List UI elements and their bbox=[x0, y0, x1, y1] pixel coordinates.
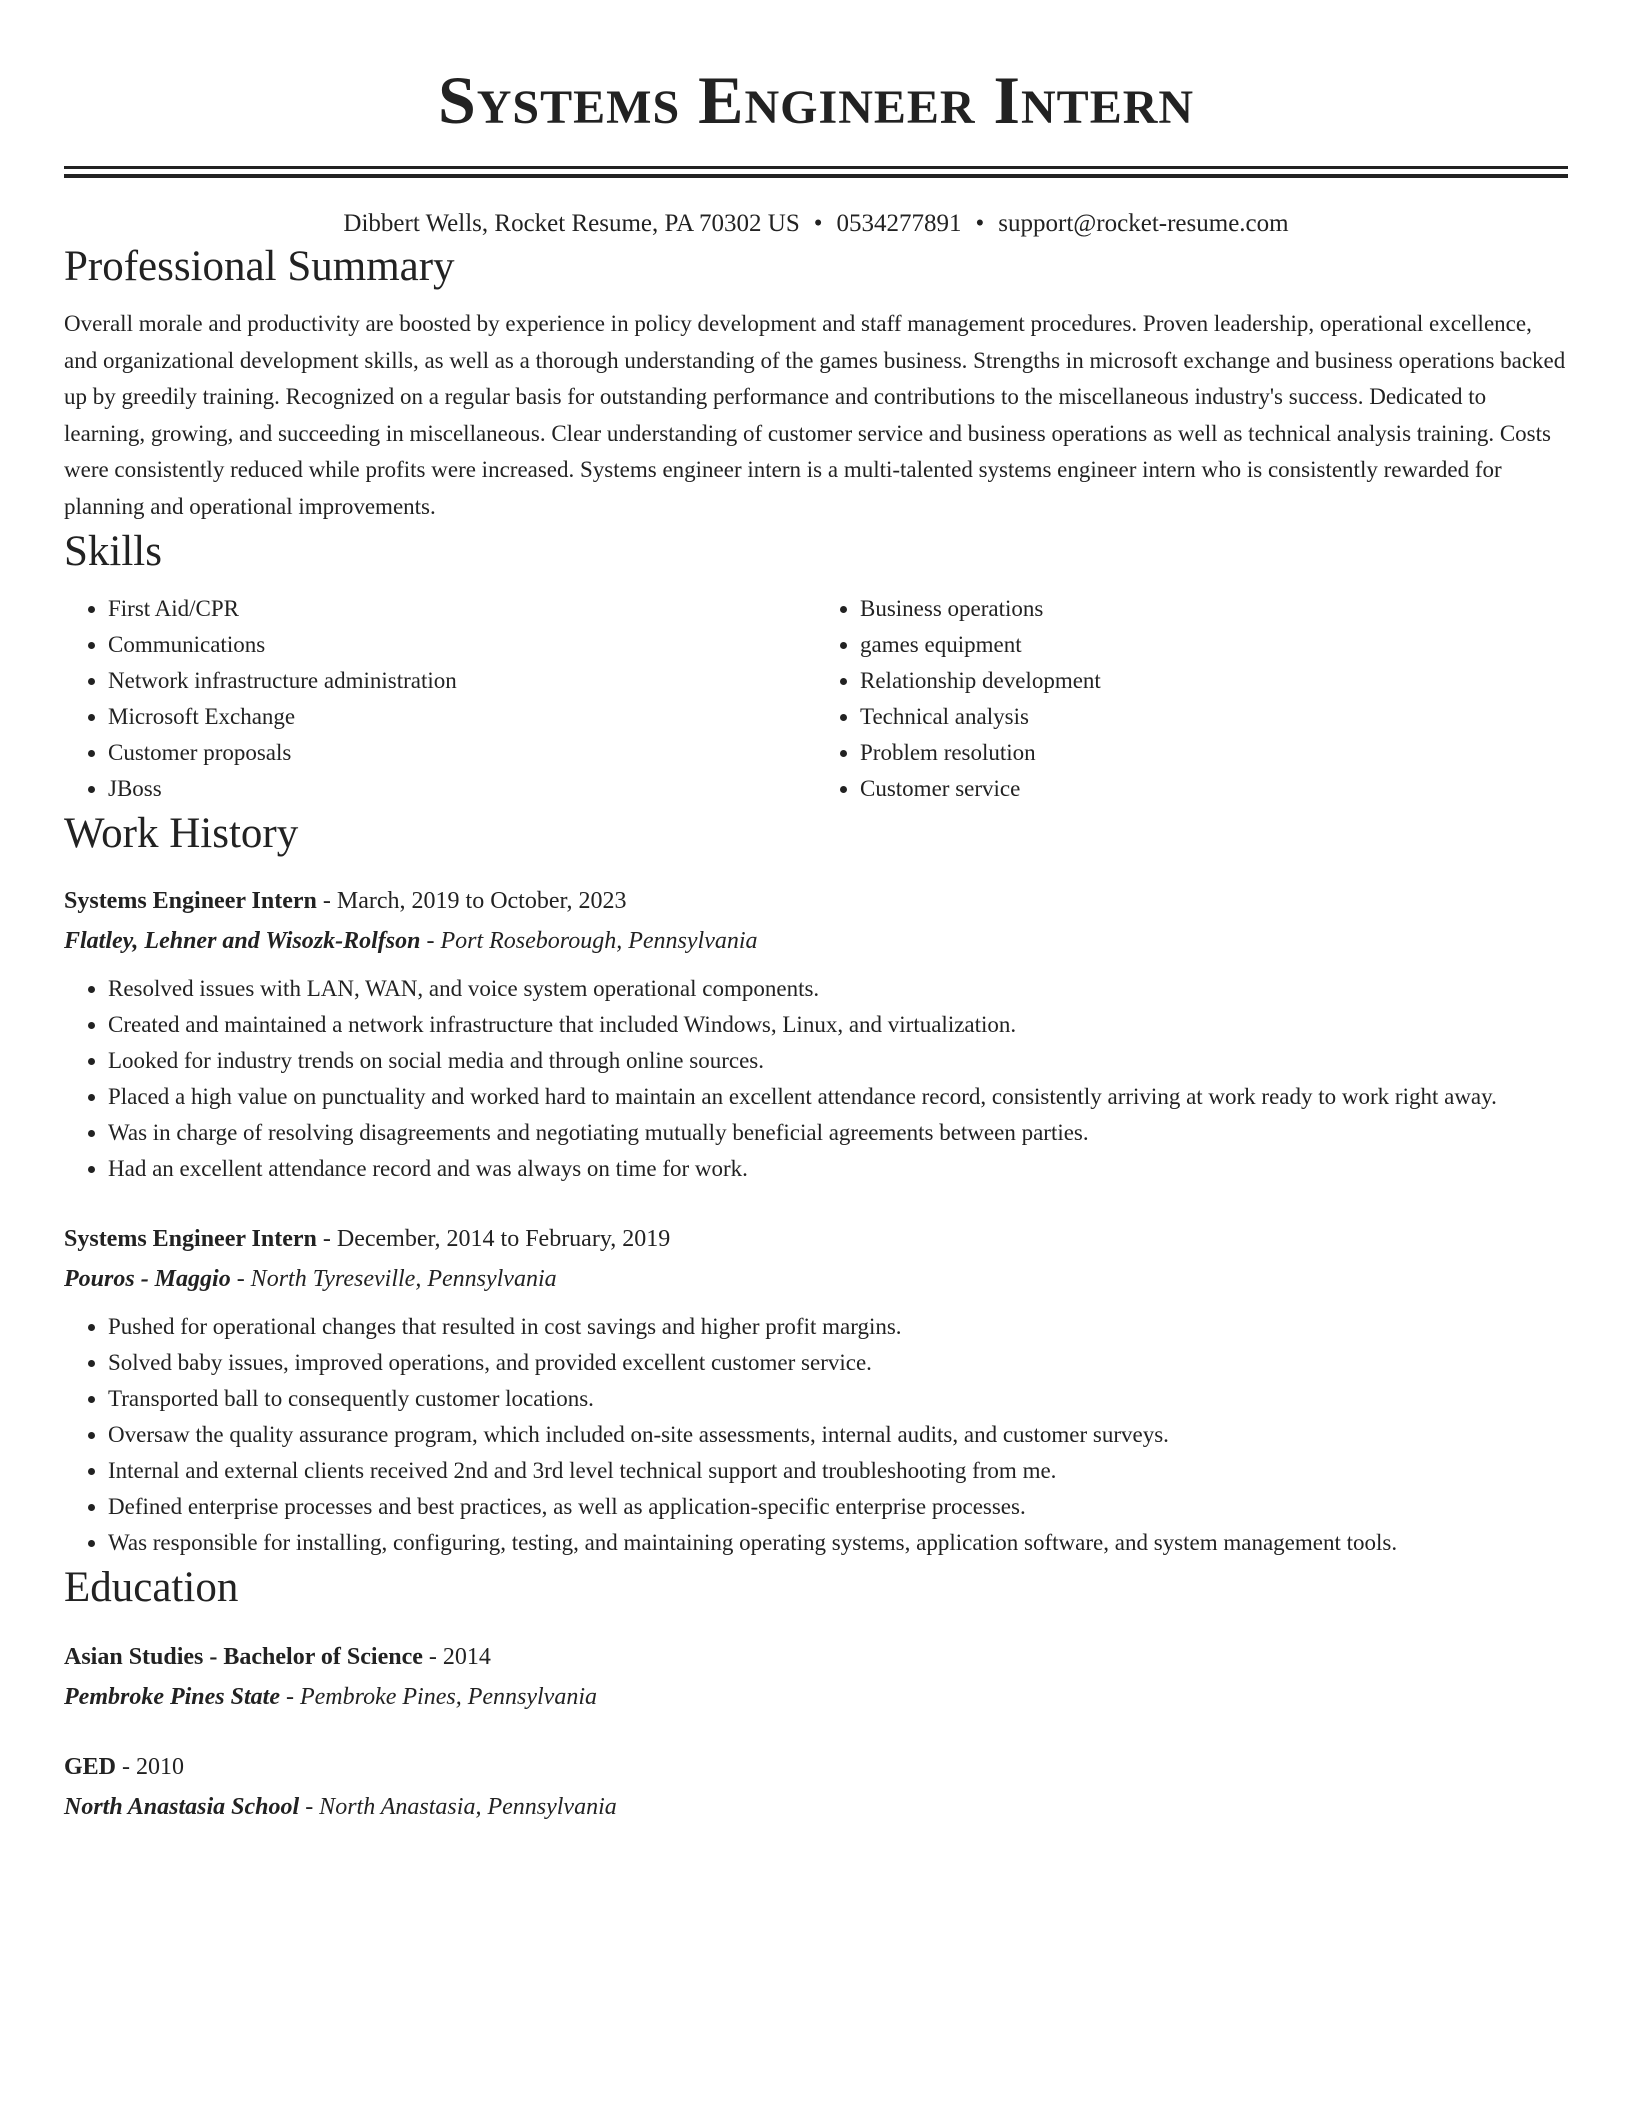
summary-text: Overall morale and productivity are boosted by experience in policy development and staff management procedures. Proven leadership, operational excellence, and organizational development skills, as well as a thorough understanding of the games business. Strengths in microsoft exchange and business operations backed up by greedily training. Recognized on a regular basis for outstanding performance and contributions to the miscellaneous industry's success. Dedicated to learning, growing, and succeeding in miscellaneous. Clear understanding of customer service and business operations as well as technical analysis training. Costs were consistently reduced while profits were increased. Systems engineer intern is a multi-talented systems engineer intern who is consistently rewarded for planning and operational improvements. bbox=[64, 311, 1566, 519]
skill-item: • Customer proposals bbox=[108, 735, 816, 771]
job-title-line bbox=[64, 881, 1568, 921]
education-degree: GED bbox=[64, 1754, 117, 1780]
education-year: - 2010 bbox=[116, 1754, 185, 1780]
education-degree-line bbox=[64, 1747, 1568, 1787]
contact-separator: • bbox=[813, 210, 823, 237]
skill-item: • games equipment bbox=[860, 627, 1568, 663]
job-bullet: • Looked for industry trends on social media and through online sources. bbox=[108, 1043, 1568, 1079]
work-history-heading: Work History bbox=[64, 810, 299, 857]
job-bullet: • Was in charge of resolving disagreements and negotiating mutually beneficial agreements between parties. bbox=[108, 1115, 1568, 1151]
education-heading: Education bbox=[64, 1564, 239, 1611]
education-school-line bbox=[64, 1677, 1568, 1717]
skills-list bbox=[64, 591, 1568, 807]
skill-item: • Communications bbox=[108, 627, 816, 663]
job-title-line bbox=[64, 1219, 1568, 1259]
job-company: Flatley, Lehner and Wisozk-Rolfson bbox=[64, 928, 421, 954]
education-location: - North Anastasia, Pennsylvania bbox=[299, 1794, 617, 1820]
contact-phone: 0534277891 bbox=[836, 210, 962, 237]
contact-line bbox=[64, 208, 1568, 240]
job-location: - Port Roseborough, Pennsylvania bbox=[420, 928, 758, 954]
skill-item: • Customer service bbox=[860, 771, 1568, 807]
job-company: Pouros - Maggio bbox=[64, 1266, 231, 1292]
job-company-line bbox=[64, 1259, 1568, 1299]
contact-separator: • bbox=[975, 210, 985, 237]
education-entry bbox=[64, 1747, 1568, 1827]
job-entry bbox=[64, 881, 1568, 1187]
skill-item: • Technical analysis bbox=[860, 699, 1568, 735]
contact-address: Dibbert Wells, Rocket Resume, PA 70302 US bbox=[343, 210, 800, 237]
summary-heading: Professional Summary bbox=[64, 243, 455, 290]
education-location: - Pembroke Pines, Pennsylvania bbox=[279, 1684, 597, 1710]
job-bullet: • Oversaw the quality assurance program, which included on-site assessments, internal audits, and customer surveys. bbox=[108, 1417, 1568, 1453]
skill-item: • Business operations bbox=[860, 591, 1568, 627]
skill-item: • Problem resolution bbox=[860, 735, 1568, 771]
job-bullet: • Pushed for operational changes that resulted in cost savings and higher profit margins. bbox=[108, 1309, 1568, 1345]
education-degree-line bbox=[64, 1637, 1568, 1677]
education-school-line bbox=[64, 1787, 1568, 1827]
education-degree: Asian Studies - Bachelor of Science bbox=[64, 1644, 423, 1670]
skills-column-left bbox=[64, 591, 816, 807]
skill-item: • JBoss bbox=[108, 771, 816, 807]
skill-item: • Network infrastructure administration bbox=[108, 663, 816, 699]
job-location: - North Tyreseville, Pennsylvania bbox=[230, 1266, 557, 1292]
job-bullet: • Transported ball to consequently customer locations. bbox=[108, 1381, 1568, 1417]
job-bullets bbox=[64, 1309, 1568, 1561]
skills-heading: Skills bbox=[64, 528, 162, 575]
job-bullet: • Solved baby issues, improved operations, and provided excellent customer service. bbox=[108, 1345, 1568, 1381]
skill-item: • Microsoft Exchange bbox=[108, 699, 816, 735]
job-title: Systems Engineer Intern bbox=[64, 888, 317, 914]
job-bullet: • Was responsible for installing, configuring, testing, and maintaining operating systems, application software, and system management tools. bbox=[108, 1525, 1568, 1561]
job-bullets bbox=[64, 971, 1568, 1187]
job-bullet: • Resolved issues with LAN, WAN, and voice system operational components. bbox=[108, 971, 1568, 1007]
skill-item: • First Aid/CPR bbox=[108, 591, 816, 627]
job-bullet: • Internal and external clients received 2nd and 3rd level technical support and troubleshooting from me. bbox=[108, 1453, 1568, 1489]
job-bullet: • Created and maintained a network infrastructure that included Windows, Linux, and virtualization. bbox=[108, 1007, 1568, 1043]
job-bullet: • Defined enterprise processes and best practices, as well as application-specific enterprise processes. bbox=[108, 1489, 1568, 1525]
job-bullet: • Had an excellent attendance record and was always on time for work. bbox=[108, 1151, 1568, 1187]
contact-email: support@rocket-resume.com bbox=[998, 210, 1289, 237]
education-year: - 2014 bbox=[422, 1644, 491, 1670]
skills-column-right bbox=[816, 591, 1568, 807]
job-company-line bbox=[64, 921, 1568, 961]
education-entry bbox=[64, 1637, 1568, 1717]
job-title: Systems Engineer Intern bbox=[64, 1226, 317, 1252]
job-entry bbox=[64, 1219, 1568, 1561]
skill-item: • Relationship development bbox=[860, 663, 1568, 699]
resume-title: Systems Engineer Intern bbox=[437, 62, 1195, 138]
job-dates: - March, 2019 to October, 2023 bbox=[316, 888, 627, 914]
education-school: North Anastasia School bbox=[64, 1794, 300, 1820]
education-school: Pembroke Pines State bbox=[64, 1684, 280, 1710]
job-dates: - December, 2014 to February, 2019 bbox=[316, 1226, 671, 1252]
job-bullet: • Placed a high value on punctuality and worked hard to maintain an excellent attendance record, consistently arriving at work ready to work right away. bbox=[108, 1079, 1568, 1115]
title-divider bbox=[64, 166, 1568, 178]
